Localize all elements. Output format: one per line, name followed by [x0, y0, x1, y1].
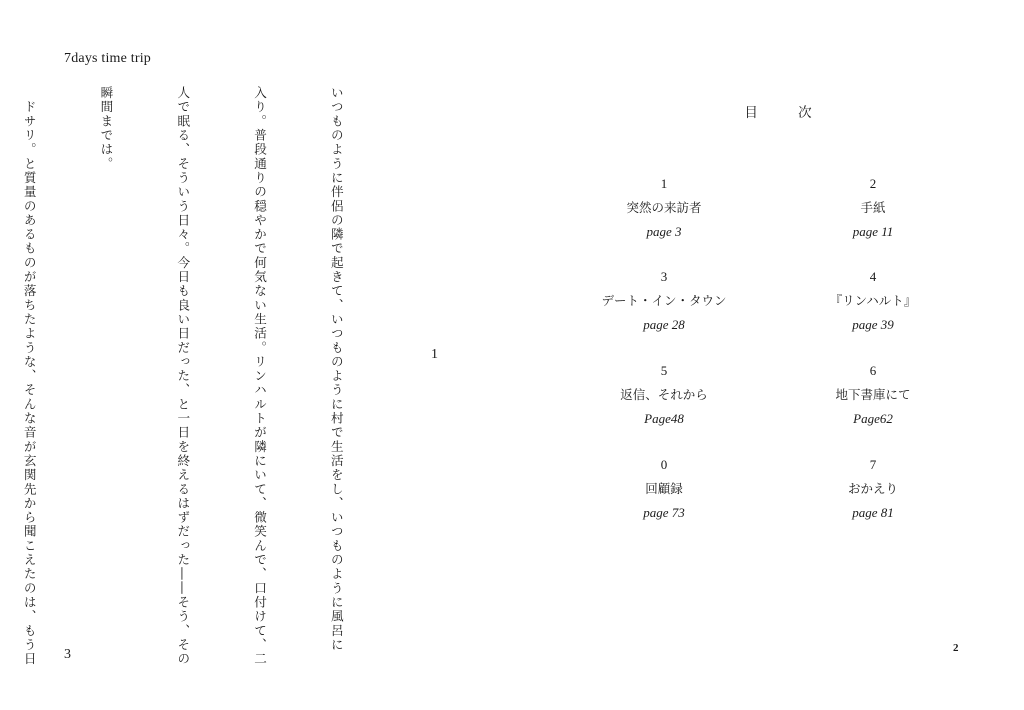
toc-entry-number: 4	[869, 269, 877, 284]
toc-entry-page: page 73	[643, 505, 685, 520]
toc-entry-title: 地下書庫にて	[835, 387, 911, 402]
chapter-number: 1	[431, 347, 438, 362]
toc-entry[interactable]	[584, 172, 744, 244]
toc-entry-page: Page48	[644, 411, 684, 426]
toc-entry-page: page 11	[852, 224, 894, 239]
toc-entry-number: 5	[660, 363, 668, 378]
toc-entry[interactable]	[793, 172, 953, 244]
page-number-right: 2	[953, 642, 959, 654]
toc-entry-title: 返信、それから	[620, 387, 708, 402]
toc-heading: 目 次	[744, 105, 830, 121]
toc-entry-number: 3	[660, 269, 668, 284]
toc-entry-page: page 28	[643, 317, 685, 332]
toc-entry-number: 6	[869, 363, 877, 378]
toc-entry-title: おかえり	[847, 481, 898, 496]
paragraph: 瞬間までは。	[98, 86, 114, 171]
toc-entry-title: デート・イン・タウン	[601, 293, 727, 308]
toc-entry-page: Page62	[853, 411, 893, 426]
toc-entry-page: page 39	[852, 317, 894, 332]
body-text	[21, 86, 400, 667]
page-number-left: 3	[64, 647, 71, 662]
toc-entry[interactable]	[584, 453, 744, 525]
paragraph: 入り。普段通りの穏やかで何気ない生活。リンハルトが隣にいて、微笑んで、口付けて、二	[252, 86, 268, 667]
right-page	[512, 0, 1024, 710]
toc-entry-number: 1	[660, 176, 668, 191]
book-title-header: 7days time trip	[64, 51, 151, 66]
toc-entry-title: 手紙	[860, 200, 886, 215]
toc-entry-number: 7	[869, 457, 877, 472]
toc-entry[interactable]	[793, 359, 953, 431]
toc-entry[interactable]	[793, 453, 953, 525]
paragraph: 人で眠る、そういう日々。今日も良い日だった、と一日を終えるはずだった――そう、その	[175, 86, 191, 667]
toc-entry[interactable]	[584, 359, 744, 431]
toc-entry[interactable]	[793, 265, 953, 337]
paragraph: ドサリ。と質量のあるものが落ちたような、そんな音が玄関先から聞こえたのは、もう日	[21, 86, 37, 667]
toc-entry[interactable]	[584, 265, 744, 337]
toc-entry-number: 2	[869, 176, 877, 191]
toc-entry-title: 回顧録	[645, 481, 683, 496]
toc-entry-title: 突然の来訪者	[626, 200, 702, 215]
toc-entry-number: 0	[660, 457, 668, 472]
toc-entry-title: 『リンハルト』	[829, 293, 917, 308]
toc-entry-page: page 81	[852, 505, 894, 520]
toc-entry-page: page 3	[646, 224, 682, 239]
paragraph: いつものように伴侶の隣で起きて、いつものように村で生活をし、いつものように風呂に	[328, 86, 344, 652]
